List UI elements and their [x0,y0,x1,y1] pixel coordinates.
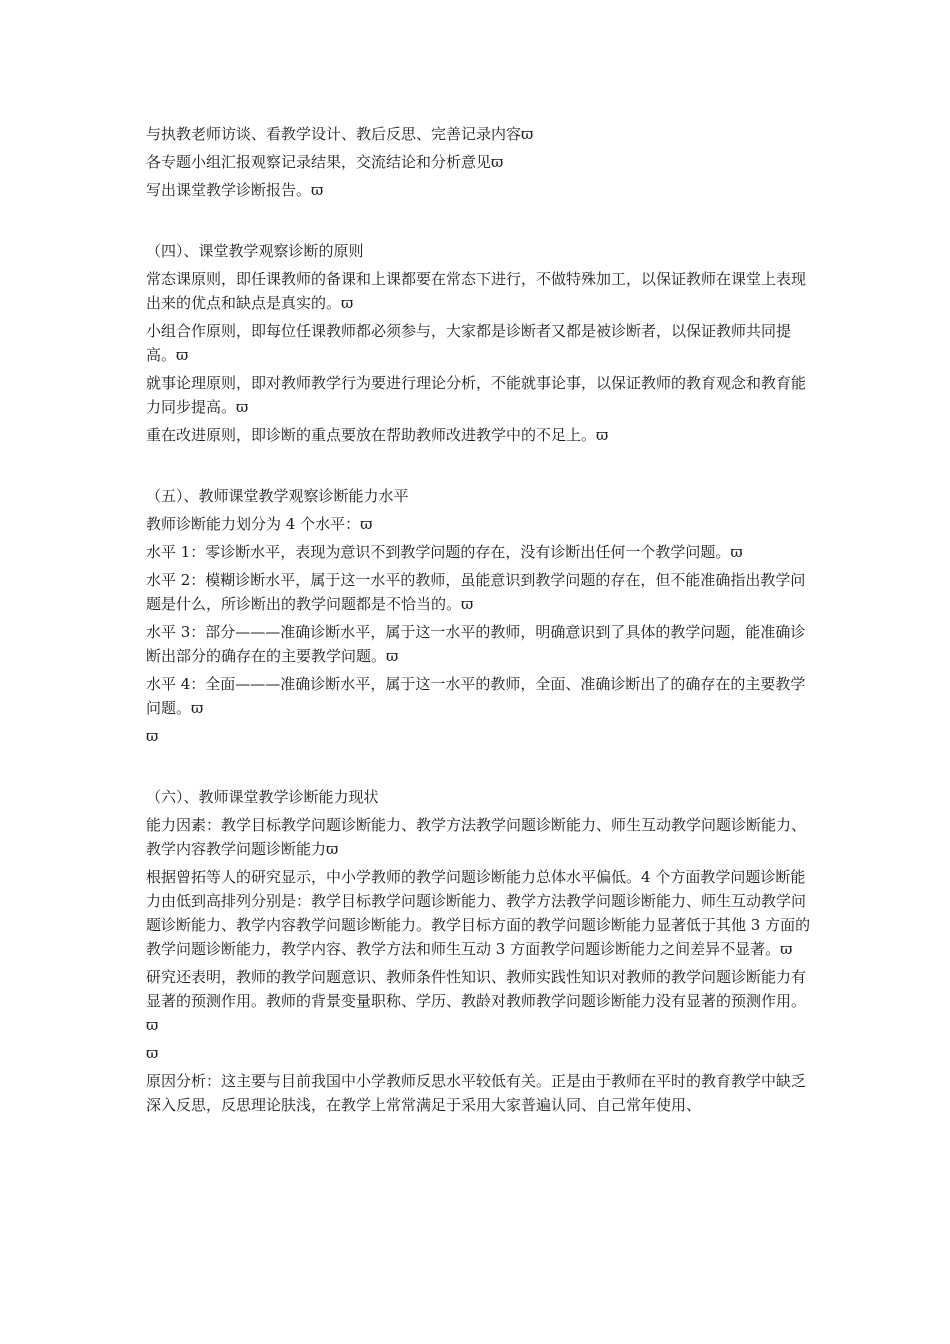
paragraph: 与执教老师访谈、看教学设计、教后反思、完善记录内容ϖ [146,125,534,143]
paragraph: 重在改进原则，即诊断的重点要放在帮助教师改进教学中的不足上。ϖ [146,426,609,444]
paragraph: 水平 3：部分———准确诊断水平，属于这一水平的教师，明确意识到了具体的教学问题，能准确诊断出部分的确存在的主要教学问题。ϖ [146,623,806,665]
paragraph: 各专题小组汇报观察记录结果，交流结论和分析意见ϖ [146,153,504,171]
paragraph: 教师诊断能力划分为 4 个水平：ϖ [146,515,373,533]
paragraph: 就事论理原则，即对教师教学行为要进行理论分析，不能就事论事，以保证教师的教育观念和教育能力同步提高。ϖ [146,374,807,416]
section-heading: （六）、教师课堂教学诊断能力现状 [146,788,379,806]
paragraph: 原因分析：这主要与目前我国中小学教师反思水平较低有关。正是由于教师在平时的教育教学中缺乏深入反思，反思理论肤浅，在教学上常常满足于采用大家普遍认同、自己常年使用、 [146,1072,807,1114]
paragraph: 常态课原则，即任课教师的备课和上课都要在常态下进行，不做特殊加工，以保证教师在课堂上表现出来的优点和缺点是真实的。ϖ [146,270,807,312]
paragraph: 根据曾拓等人的研究显示，中小学教师的教学问题诊断能力总体水平偏低。4 个方面教学问题诊断能力由低到高排列分别是：教学目标教学问题诊断能力、教学方法教学问题诊断能力、师生互动教学问题诊断能力、教学内容教学问题诊断能力。教学目标方面的教学问题诊断能力显著低于其他 3 方面的教学问题诊断能力，教学内容、教学方法和师生互动 3 方面教学问题诊断能力之间差异不显著。ϖ [146,868,811,958]
paragraph: 水平 1：零诊断水平，表现为意识不到教学问题的存在，没有诊断出任何一个教学问题。ϖ [146,543,743,561]
paragraph-mark: ϖ [146,727,159,745]
paragraph: 水平 2：模糊诊断水平，属于这一水平的教师，虽能意识到教学问题的存在，但不能准确指出教学问题是什么，所诊断出的教学问题都是不恰当的。ϖ [146,571,806,613]
section-heading: （五）、教师课堂教学观察诊断能力水平 [146,487,409,505]
section-heading: （四）、课堂教学观察诊断的原则 [146,242,364,260]
paragraph: 能力因素：教学目标教学问题诊断能力、教学方法教学问题诊断能力、师生互动教学问题诊断能力、教学内容教学问题诊断能力ϖ [146,816,807,858]
paragraph: 水平 4：全面———准确诊断水平，属于这一水平的教师，全面、准确诊断出了的确存在的主要教学问题。ϖ [146,675,806,717]
document-body [146,122,812,1117]
paragraph-mark: ϖ [146,1044,159,1062]
paragraph: 写出课堂教学诊断报告。ϖ [146,181,324,199]
paragraph: 研究还表明，教师的教学问题意识、教师条件性知识、教师实践性知识对教师的教学问题诊断能力有显著的预测作用。教师的背景变量职称、学历、教龄对教师教学问题诊断能力没有显著的预测作用。ϖ [146,968,807,1034]
paragraph: 小组合作原则，即每位任课教师都必须参与，大家都是诊断者又都是被诊断者，以保证教师共同提高。ϖ [146,322,792,364]
